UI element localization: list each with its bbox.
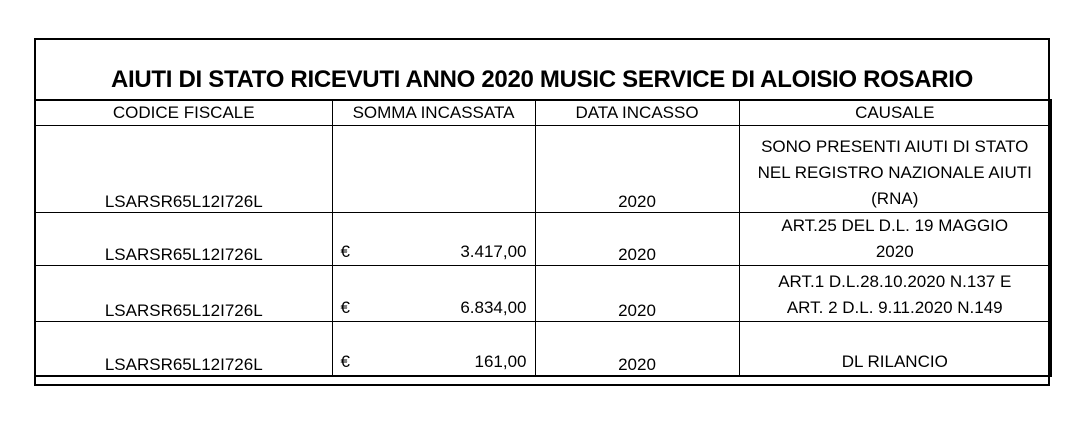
table-row: [35, 126, 1051, 213]
column-header-data-incasso: DATA INCASSO: [535, 100, 739, 126]
data-incasso-cell: 2020: [535, 266, 739, 322]
causale-line: (RNA): [871, 189, 919, 208]
sheet-title: AIUTI DI STATO RICEVUTI ANNO 2020 MUSIC SERVICE DI ALOISIO ROSARIO: [110, 66, 974, 93]
causale-line: SONO PRESENTI AIUTI DI STATO: [761, 137, 1029, 156]
causale-line: ART. 2 D.L. 9.11.2020 N.149: [786, 298, 1003, 317]
causale-cell: [739, 322, 1051, 377]
somma-incassata-cell: [332, 126, 535, 213]
table-header-row: [35, 100, 1051, 126]
data-incasso-cell: 2020: [535, 126, 739, 213]
state-aid-table: [34, 99, 1052, 377]
amount-value: 6.834,00: [460, 298, 527, 317]
table-row: [35, 266, 1051, 322]
causale-line: ART.1 D.L.28.10.2020 N.137 E: [778, 272, 1012, 291]
somma-incassata-cell: [332, 266, 535, 322]
currency-symbol: €: [340, 352, 350, 371]
table-row: [35, 213, 1051, 266]
codice-fiscale-cell: LSARSR65L12I726L: [35, 126, 332, 213]
currency-symbol: €: [340, 242, 350, 261]
causale-line: DL RILANCIO: [841, 352, 948, 371]
causale-cell: [739, 213, 1051, 266]
causale-line: NEL REGISTRO NAZIONALE AIUTI: [757, 163, 1032, 182]
codice-fiscale-cell: LSARSR65L12I726L: [35, 322, 332, 377]
table-row: [35, 322, 1051, 377]
column-header-codice-fiscale: CODICE FISCALE: [35, 100, 332, 126]
state-aid-sheet: [34, 38, 1050, 386]
amount-value: 3.417,00: [460, 242, 527, 261]
causale-line: 2020: [875, 242, 914, 261]
amount-value: 161,00: [474, 352, 527, 371]
data-incasso-cell: 2020: [535, 213, 739, 266]
causale-cell: [739, 126, 1051, 213]
currency-symbol: €: [340, 298, 350, 317]
somma-incassata-cell: [332, 322, 535, 377]
column-header-causale: CAUSALE: [739, 100, 1051, 126]
somma-incassata-cell: [332, 213, 535, 266]
codice-fiscale-cell: LSARSR65L12I726L: [35, 213, 332, 266]
causale-cell: [739, 266, 1051, 322]
codice-fiscale-cell: LSARSR65L12I726L: [35, 266, 332, 322]
column-header-somma-incassata: SOMMA INCASSATA: [332, 100, 535, 126]
causale-line: ART.25 DEL D.L. 19 MAGGIO: [781, 216, 1009, 235]
data-incasso-cell: 2020: [535, 322, 739, 377]
